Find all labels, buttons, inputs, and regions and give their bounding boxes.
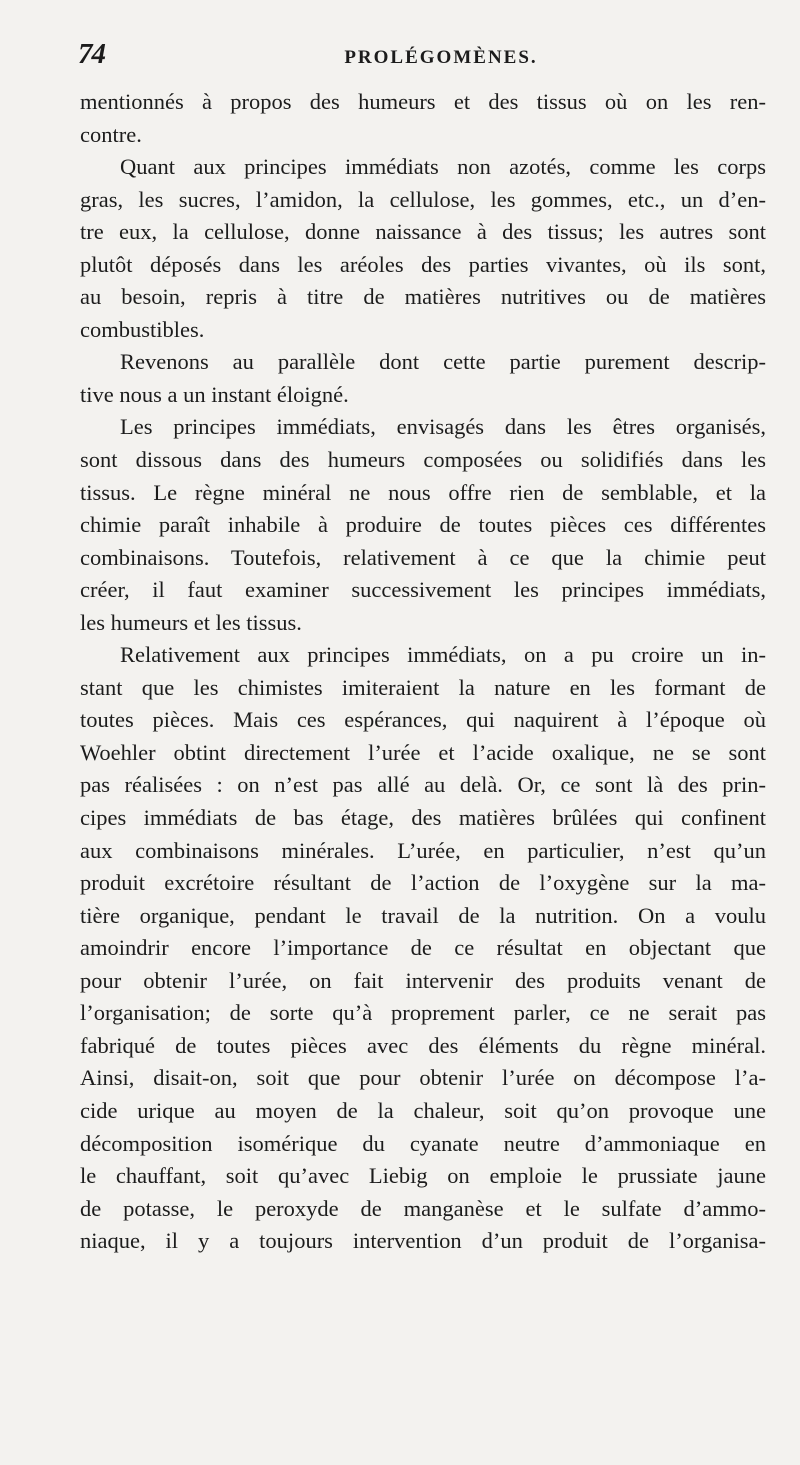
text-line: fabriqué de toutes pièces avec des éléments du règne minéral.: [80, 1032, 766, 1058]
text-line: de potasse, le peroxyde de manganèse et le sulfate d’ammo-: [80, 1195, 766, 1221]
text-line: plutôt déposés dans les aréoles des parties vivantes, où ils sont,: [80, 251, 766, 277]
running-head: PROLÉGOMÈNES.: [344, 47, 538, 68]
text-line: cipes immédiats de bas étage, des matières brûlées qui confinent: [80, 805, 766, 831]
text-line: pour obtenir l’urée, on fait intervenir des produits venant de: [80, 967, 766, 993]
text-line: mentionnés à propos des humeurs et des tissus où on les ren-: [80, 89, 766, 114]
text-line: le chauffant, soit qu’avec Liebig on emploie le prussiate jaune: [80, 1163, 766, 1189]
body-text: [80, 86, 766, 1258]
text-line: niaque, il y a toujours intervention d’un produit de l’organisa-: [80, 1228, 766, 1254]
text-line: toutes pièces. Mais ces espérances, qui naquirent à l’époque où: [80, 707, 766, 733]
text-line: pas réalisées : on n’est pas allé au delà. Or, ce sont là des prin-: [80, 772, 766, 798]
text-line: l’organisation; de sorte qu’à proprement parler, ce ne serait pas: [80, 1000, 766, 1026]
text-line: tissus. Le règne minéral ne nous offre rien de semblable, et la: [80, 479, 766, 505]
text-line: aux combinaisons minérales. L’urée, en particulier, n’est qu’un: [80, 837, 766, 863]
text-line: tière organique, pendant le travail de la nutrition. On a voulu: [80, 902, 766, 928]
text-line: créer, il faut examiner successivement les principes immédiats,: [80, 577, 766, 603]
page-number: 74: [78, 38, 105, 70]
text-line: tive nous a un instant éloigné.: [80, 381, 349, 407]
text-line: les humeurs et les tissus.: [80, 609, 302, 635]
text-line: amoindrir encore l’importance de ce résultat en objectant que: [80, 935, 766, 961]
text-line: Woehler obtint directement l’urée et l’acide oxalique, ne se sont: [80, 739, 766, 765]
text-line: Relativement aux principes immédiats, on a pu croire un in-: [120, 642, 766, 668]
text-line: Les principes immédiats, envisagés dans les êtres organisés,: [120, 414, 766, 440]
text-line: contre.: [80, 121, 142, 147]
text-line: tre eux, la cellulose, donne naissance à des tissus; les autres sont: [80, 219, 766, 245]
text-line: Revenons au parallèle dont cette partie purement descrip-: [120, 349, 766, 375]
text-line: produit excrétoire résultant de l’action de l’oxygène sur la ma-: [80, 870, 766, 896]
text-line: gras, les sucres, l’amidon, la cellulose, les gommes, etc., un d’en-: [80, 186, 766, 212]
text-line: stant que les chimistes imiteraient la nature en les formant de: [80, 674, 766, 700]
text-line: décomposition isomérique du cyanate neutre d’ammoniaque en: [80, 1130, 766, 1156]
text-line: combinaisons. Toutefois, relativement à ce que la chimie peut: [80, 544, 766, 570]
text-line: au besoin, repris à titre de matières nutritives ou de matières: [80, 284, 766, 310]
page-header: [78, 38, 764, 78]
text-line: Ainsi, disait-on, soit que pour obtenir l’urée on décompose l’a-: [80, 1065, 766, 1091]
text-line: Quant aux principes immédiats non azotés, comme les corps: [120, 154, 766, 180]
text-line: chimie paraît inhabile à produire de toutes pièces ces différentes: [80, 512, 766, 538]
text-line: sont dissous dans des humeurs composées ou solidifiés dans les: [80, 447, 766, 473]
text-line: combustibles.: [80, 316, 205, 342]
text-line: cide urique au moyen de la chaleur, soit qu’on provoque une: [80, 1097, 766, 1123]
